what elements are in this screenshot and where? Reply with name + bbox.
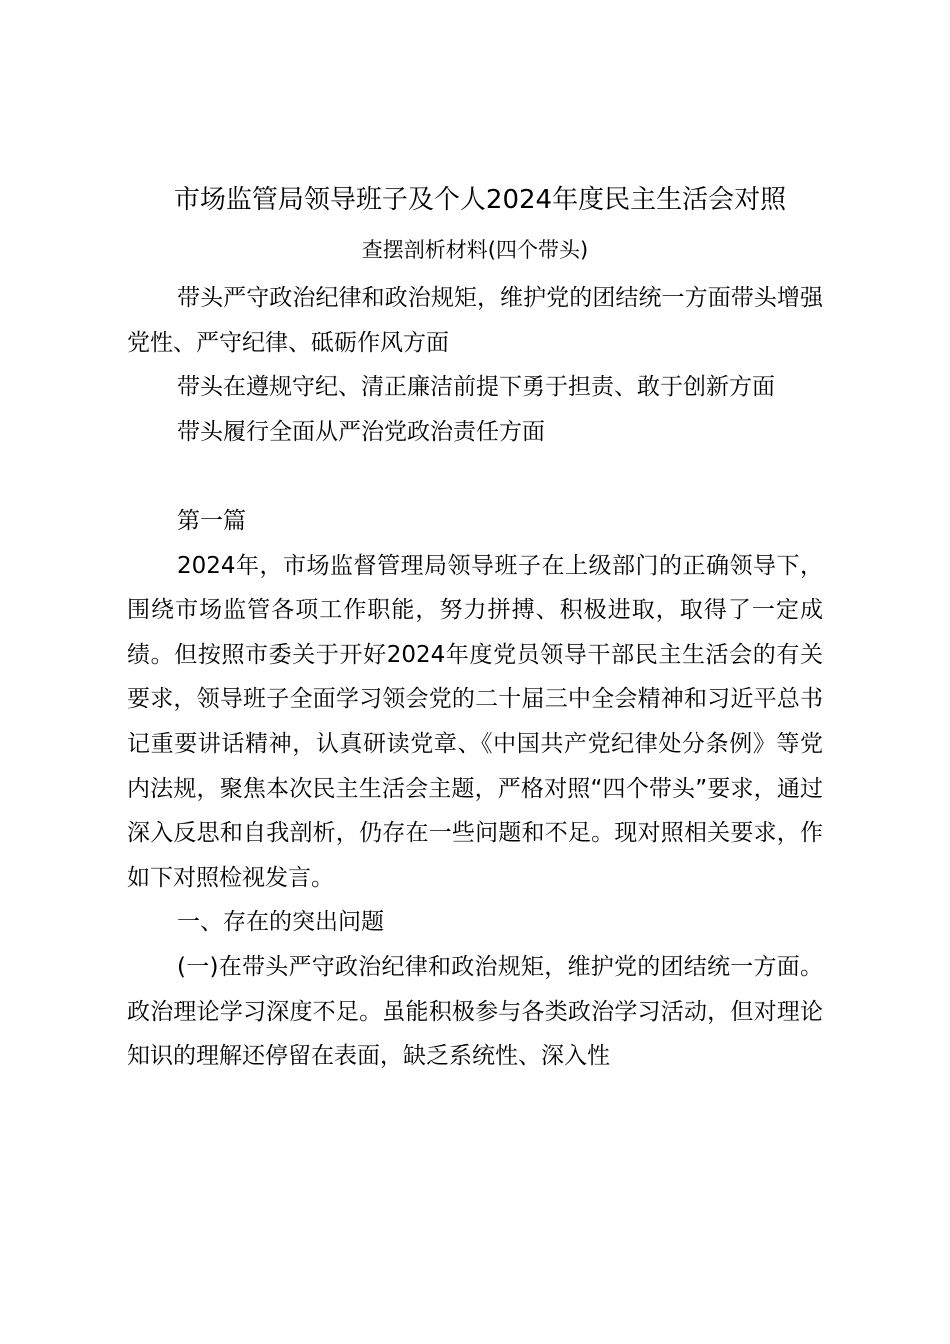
toc-item: 带头履行全面从严治党政治责任方面 bbox=[177, 418, 545, 445]
document-body bbox=[127, 276, 823, 1079]
toc-item: 带头在遵规守纪、清正廉洁前提下勇于担责、敢于创新方面 bbox=[177, 374, 775, 401]
toc-item: 带头严守政治纪律和政治规矩，维护党的团结统一方面带头增强党性、严守纪律、砥砺作风方面 bbox=[127, 285, 823, 356]
section-heading: 一、存在的突出问题 bbox=[177, 909, 384, 936]
section-label: 第一篇 bbox=[177, 507, 246, 534]
document-title-line-2: 查摆剖析材料(四个带头) bbox=[361, 238, 589, 262]
body-paragraph: (一)在带头严守政治纪律和政治规矩，维护党的团结统一方面。政治理论学习深度不足。虽能积极参与各类政治学习活动，但对理论知识的理解还停留在表面，缺乏系统性、深入性 bbox=[127, 953, 823, 1070]
blank-line bbox=[127, 454, 823, 499]
document-title-line-1: 市场监管局领导班子及个人2024年度民主生活会对照 bbox=[173, 185, 787, 215]
intro-paragraph: 2024年，市场监督管理局领导班子在上级部门的正确领导下，围绕市场监管各项工作职能，努力拼搏、积极进取，取得了一定成绩。但按照市委关于开好2024年度党员领导干部民主生活会的有关要求，领导班子全面学习领会党的二十届三中全会精神和习近平总书记重要讲话精神，认真研读党章、《中国共产党纪律处分条例》等党内法规，聚焦本次民主生活会主题，严格对照“四个带头”要求，通过深入反思和自我剖析，仍存在一些问题和不足。现对照相关要求，作如下对照检视发言。 bbox=[127, 552, 823, 891]
